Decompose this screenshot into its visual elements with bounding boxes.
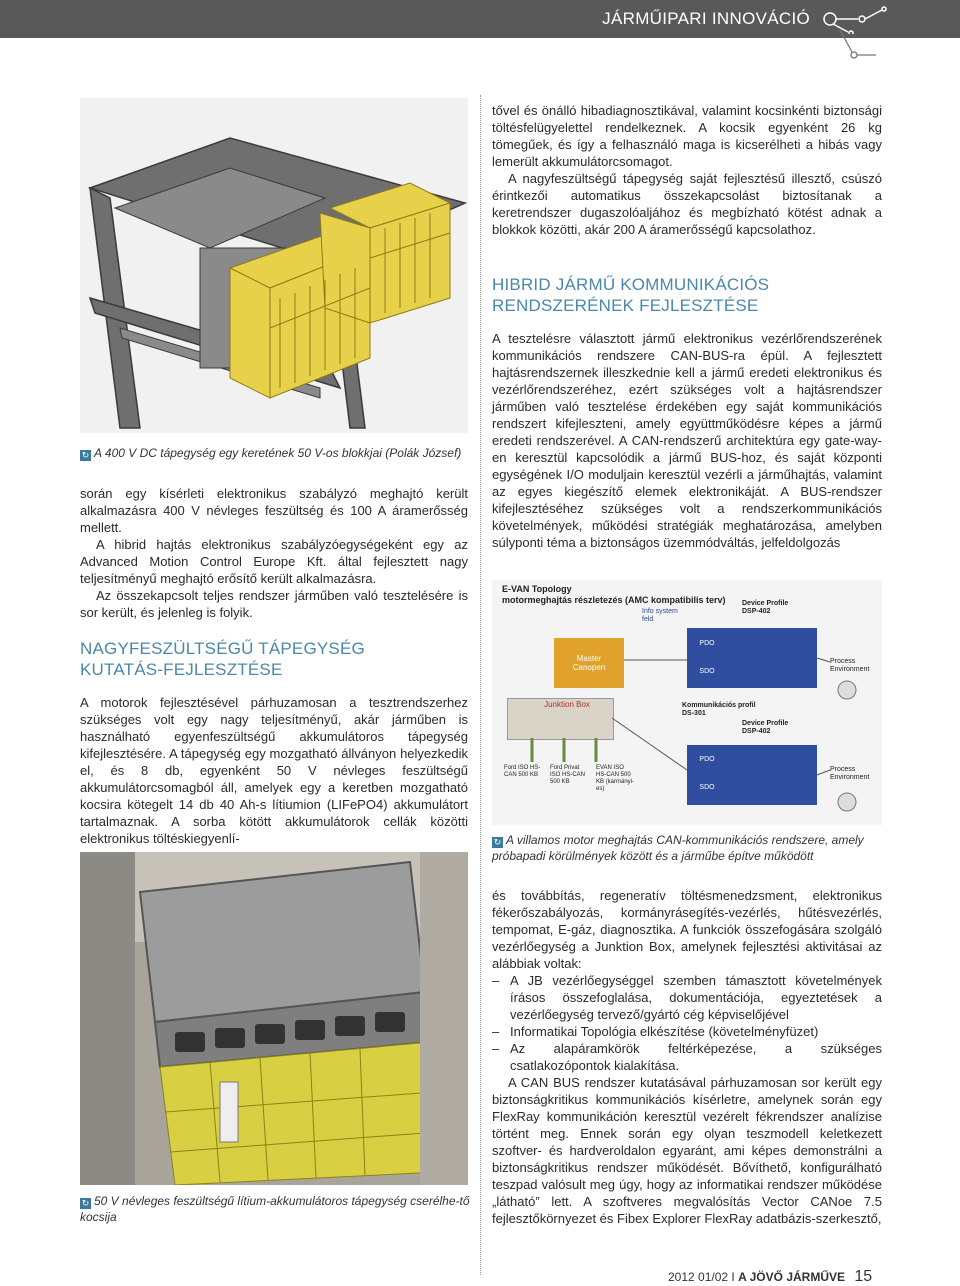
activity-list <box>492 972 882 1074</box>
right-column-top <box>492 102 882 238</box>
frame-image-caption <box>80 445 470 461</box>
caption-arrow-icon: ↻ <box>81 450 90 460</box>
right-paragraph-5: A CAN BUS rendszer kutatásával párhuzamosan sor került egy biztonságkritikus kommunikációs kísérletre, amelynek során egy FlexRay kommunikáción keresztül vezérelt fékrendszer analízise történt meg. Ennek során egy olyan teszmodell keletkezett szoftver- és hardveroldalon egyaránt, ami képes demonstrálni a biztonságkritikus rendszer működését. Bővíthető, konfigurálható teszpad valósult meg úgy, hogy az informatikai rendszer működése „látható” lett. A szoftveres megvalósítás Vector CANoe 7.5 fejlesztőkörnyezet és Fibex Explorer FlexRay adatbázis-szerkesztő, <box>492 1075 882 1226</box>
process-env-top: Process Environment <box>830 658 870 673</box>
comm-profile-label: Kommunikációs profil DS-301 <box>682 702 756 717</box>
frame-caption-text: A 400 V DC tápegység egy keretének 50 V-os blokkjai (Polák József) <box>94 446 462 460</box>
page-footer <box>668 1268 872 1286</box>
device-profile-top: Device Profile DSP-402 <box>742 600 789 615</box>
junction-box-label: Junktion Box <box>544 700 590 709</box>
right-heading-line-2: RENDSZERÉNEK FEJLESZTÉSE <box>492 296 759 315</box>
device-profile-bottom: Device Profile DSP-402 <box>742 720 789 735</box>
can-label-evan: EVAN ISO HS-CAN 500 KB (karmányi-es) <box>596 765 635 792</box>
sdo-label-bottom: SDO <box>699 784 715 791</box>
caption-arrow-icon: ↻ <box>493 837 502 847</box>
right-heading-line-1: HIBRID JÁRMŰ KOMMUNIKÁCIÓS <box>492 275 770 294</box>
left-paragraph-2: A hibrid hajtás elektronikus szabályzóegységeként egy az Advanced Motion Control Europe Kft. által fejlesztett nagy teljesítményű meghajtó erősítő került alkalmazásra. <box>80 537 468 586</box>
left-column-top <box>80 485 468 621</box>
list-item: – Informatikai Topológia elkészítése (követelményfüzet) <box>492 1023 882 1040</box>
right-column-bottom <box>492 887 882 1227</box>
diagram-caption-text: A villamos motor meghajtás CAN-kommunikációs rendszere, amely próbapadi körülmények között és a járműbe építve működött <box>492 833 864 863</box>
process-env-bottom: Process Environment <box>830 766 870 781</box>
power-unit-frame-image <box>80 98 468 433</box>
can-topology-diagram <box>492 580 882 825</box>
caption-arrow-icon: ↻ <box>81 1198 90 1208</box>
left-heading <box>80 638 468 680</box>
right-heading <box>492 274 882 316</box>
diagram-title-line-2: motormeghajtás részletezés (AMC kompatibilis terv) <box>502 595 726 605</box>
right-paragraph-2: A nagyfeszültségű tápegység saját fejlesztésű illesztő, csúszó érintkezői automatikus összekapcsolást biztosítanak a keretrendszer dugaszolóaljához és megbízható kötést adnak a blokkok közötti, akár 200 A áramerősségű kapcsolathoz. <box>492 171 882 237</box>
left-paragraph-4: A motorok fejlesztésével párhuzamosan a tesztrendszerhez szükséges volt egy nagy teljesítményű, akár járműben is használható egyenfeszültségű akkumulátoros tápegység kifejlesztésére. A tápegység egy mozgatható állványon helyezkedik el, és 8 db, egyenként 50 V névleges feszültségű akkumulátorcsomagból áll, amelyek egy a keretben mozgatható kocsira kötegelt 14 db 40 Ah-s lítiumion (LIFePO4) akkumulátort tartalmaznak. A sorba kötött akkumulátorok cellák közötti elektronikus töltéskiegyenlí- <box>80 695 468 846</box>
footer-magazine-name: A JÖVŐ JÁRMŰVE <box>738 1270 845 1284</box>
diagram-title-line-1: E-VAN Topology <box>502 584 572 594</box>
section-title: JÁRMŰIPARI INNOVÁCIÓ <box>602 9 810 28</box>
list-item: – A JB vezérlőegységgel szemben támasztott követelmények írásos összefoglalása, dokumentációja, egyeztetések a vezérlőegység tervező/gyártó cég képviselőjével <box>492 972 882 1023</box>
right-paragraph-1: tővel és önálló hibadiagnosztikával, valamint kocsinkénti biztonsági töltésfelügyelettel rendelkeznek. A kocsik egyenként 26 kg tömegűek, és így a felhasználó maga is kicserélheti a hibás vagy lemerült akkumulátorcsomagot. <box>492 103 882 169</box>
left-paragraph-1: során egy kísérleti elektronikus szabályzó meghajtó került alkalmazásra 400 V névleges feszültség és 100 A áramerősség mellett. <box>80 486 468 535</box>
right-column-middle <box>492 330 882 551</box>
list-item: – Az alapáramkörök feltérképezése, a szükséges csatlakozópontok kialakítása. <box>492 1040 882 1074</box>
left-heading-line-1: NAGYFESZÜLTSÉGŰ TÁPEGYSÉG <box>80 639 365 658</box>
right-paragraph-4: és továbbítás, regeneratív töltésmenedzsment, elektronikus fékerőszabályozás, kormányrásegítés-vezérlés, hűtésvezérlés, tempomat, E-gáz, diagnosztika. A funkciók összefogására szolgáló vezérlőegység a Junktion Box, amelynek fejlesztési aktivitásai az alábbiak voltak: <box>492 888 882 971</box>
master-canopen-label: Master Canopen <box>572 654 606 672</box>
header-connector-icon <box>800 30 880 60</box>
right-paragraph-3: A tesztelésre választott jármű elektronikus vezérlőrendszerének kommunikációs rendszere CAN-BUS-ra épül. A fejlesztett hajtásrendszernek illeszkednie kell a jármű eredeti elektronikus és vezérlőrendszeréhez, ezért szükséges volt a hajtásrendszer járműben való tesztelése érdekében egy saját kommunikációs rendszert kifejleszteni, amely együttműködésre képes a jármű eredeti rendszerével. A CAN-rendszerű architektúra egy gate-way-en keresztül kapcsolódik a jármű BUS-hoz, és saját központi egységének I/O moduljain keresztül vezérli a járműhajtás, valamint az egyes kiegészítő elemek elektronikáját. A BUS-rendszer kifejlesztéséhez szükséges volt a rendszerkommunikációs követelmények, működési stratégiák meghatározása, amelyben súlyponti téma a biztonságos üzemmódváltás, jelfeldolgozás <box>492 331 882 550</box>
column-divider <box>480 95 481 1275</box>
battery-caption-text: 50 V névleges feszültségű lítium-akkumulátoros tápegység cserélhe-tő kocsija <box>80 1194 470 1224</box>
info-system-label: Info system feld <box>642 608 678 623</box>
diagram-caption <box>492 832 882 864</box>
can-label-ford: Ford ISO HS-CAN 500 KB <box>504 765 541 778</box>
left-column-bottom <box>80 694 468 847</box>
battery-cart-image <box>80 852 468 1185</box>
footer-date: 2012 01/02 I <box>668 1270 735 1284</box>
sdo-label-top: SDO <box>699 668 715 675</box>
pdo-label-top: PDO <box>699 640 715 647</box>
pdo-label-bottom: PDO <box>699 756 715 763</box>
can-label-ford-privat: Ford Privat ISO HS-CAN 500 KB <box>550 765 586 785</box>
left-paragraph-3: Az összekapcsolt teljes rendszer járműben való tesztelésére is sor került, és jelenleg is folyik. <box>80 588 468 620</box>
battery-image-caption <box>80 1193 470 1225</box>
diagram-connectors <box>492 580 882 825</box>
page-number: 15 <box>854 1268 873 1285</box>
left-heading-line-2: KUTATÁS-FEJLESZTÉSE <box>80 660 283 679</box>
